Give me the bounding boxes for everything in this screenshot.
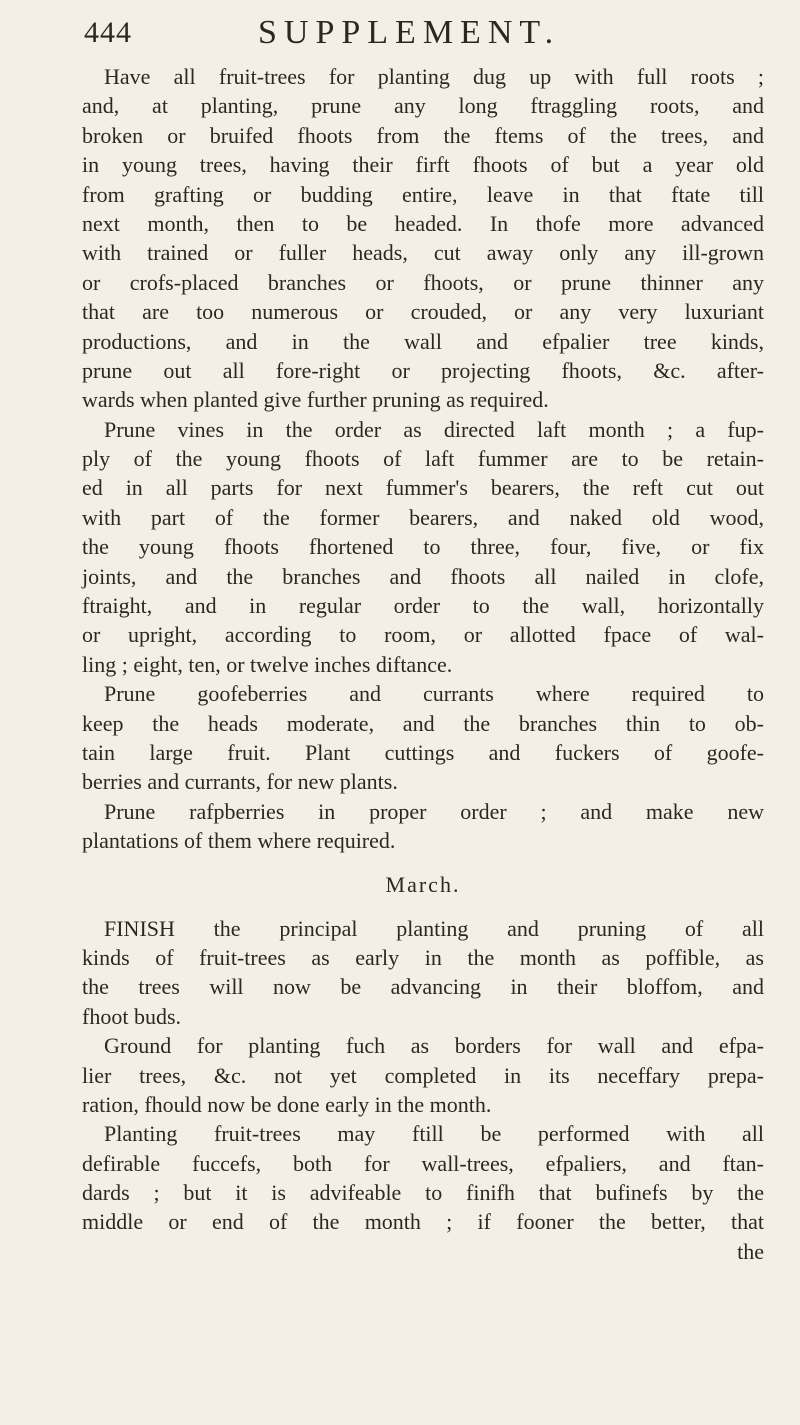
text-line: lier trees, &c. not yet completed in its neceffary prepa- bbox=[82, 1062, 764, 1088]
running-head bbox=[84, 14, 764, 50]
text-line: the trees will now be advancing in their bloffom, and bbox=[82, 974, 764, 1000]
text-line: Ground for planting fuch as borders for wall and efpa- bbox=[104, 1033, 764, 1059]
text-line: ling ; eight, ten, or twelve inches diftance. bbox=[82, 651, 453, 677]
text-line: Planting fruit-trees may ftill be performed with all bbox=[104, 1121, 764, 1147]
text-line: Prune rafpberries in proper order ; and make new bbox=[104, 798, 764, 824]
text-line: Have all fruit-trees for planting dug up with full roots ; bbox=[104, 64, 764, 89]
text-line: plantations of them where required. bbox=[82, 828, 396, 854]
text-line: that are too numerous or crouded, or any very luxuriant bbox=[82, 299, 764, 325]
text-line: or crofs-placed branches or fhoots, or prune thinner any bbox=[82, 269, 764, 295]
running-title: SUPPLEMENT. bbox=[258, 14, 561, 51]
text-line: with part of the former bearers, and naked old wood, bbox=[82, 504, 764, 530]
text-line: middle or end of the month ; if fooner the better, that bbox=[82, 1209, 764, 1235]
body-text bbox=[82, 62, 764, 1266]
text-line: broken or bruifed fhoots from the ftems of the trees, and bbox=[82, 122, 764, 148]
catchword: the bbox=[737, 1238, 764, 1264]
text-line: or upright, according to room, or allotted fpace of wal- bbox=[82, 622, 764, 648]
text-line: joints, and the branches and fhoots all nailed in clofe, bbox=[82, 563, 764, 589]
text-line: prune out all fore-right or projecting fhoots, &c. after- bbox=[82, 357, 764, 383]
text-line: ed in all parts for next fummer's bearers, the reft cut out bbox=[82, 475, 764, 501]
text-line: FINISH the principal planting and pruning of all bbox=[104, 915, 764, 941]
text-line: next month, then to be headed. In thofe more advanced bbox=[82, 210, 764, 236]
text-line: the young fhoots fhortened to three, four, five, or fix bbox=[82, 534, 764, 560]
page-number: 444 bbox=[84, 16, 132, 49]
text-line: kinds of fruit-trees as early in the month as poffible, as bbox=[82, 944, 764, 970]
text-line: keep the heads moderate, and the branches thin to ob- bbox=[82, 710, 764, 736]
text-line: tain large fruit. Plant cuttings and fuckers of goofe- bbox=[82, 739, 764, 765]
text-line: from grafting or budding entire, leave in that ftate till bbox=[82, 181, 764, 207]
text-line: Prune goofeberries and currants where required to bbox=[104, 681, 764, 707]
text-line: dards ; but it is advifeable to finifh that bufinefs by the bbox=[82, 1180, 764, 1206]
section-heading-march: March. bbox=[385, 871, 461, 897]
text-line: and, at planting, prune any long ftraggling roots, and bbox=[82, 93, 764, 119]
text-line: fhoot buds. bbox=[82, 1003, 181, 1029]
text-line: defirable fuccefs, both for wall-trees, efpaliers, and ftan- bbox=[82, 1150, 764, 1176]
text-line: productions, and in the wall and efpalier tree kinds, bbox=[82, 328, 764, 354]
text-line: Prune vines in the order as directed laft month ; a fup- bbox=[104, 416, 764, 442]
text-line: ply of the young fhoots of laft fummer are to be retain- bbox=[82, 446, 764, 472]
text-line: wards when planted give further pruning as required. bbox=[82, 387, 549, 413]
text-line: ftraight, and in regular order to the wall, horizontally bbox=[82, 593, 764, 619]
text-line: with trained or fuller heads, cut away only any ill-grown bbox=[82, 240, 764, 266]
text-line: berries and currants, for new plants. bbox=[82, 769, 398, 795]
text-line: ration, fhould now be done early in the month. bbox=[82, 1091, 492, 1117]
text-line: in young trees, having their firft fhoots of but a year old bbox=[82, 152, 764, 178]
